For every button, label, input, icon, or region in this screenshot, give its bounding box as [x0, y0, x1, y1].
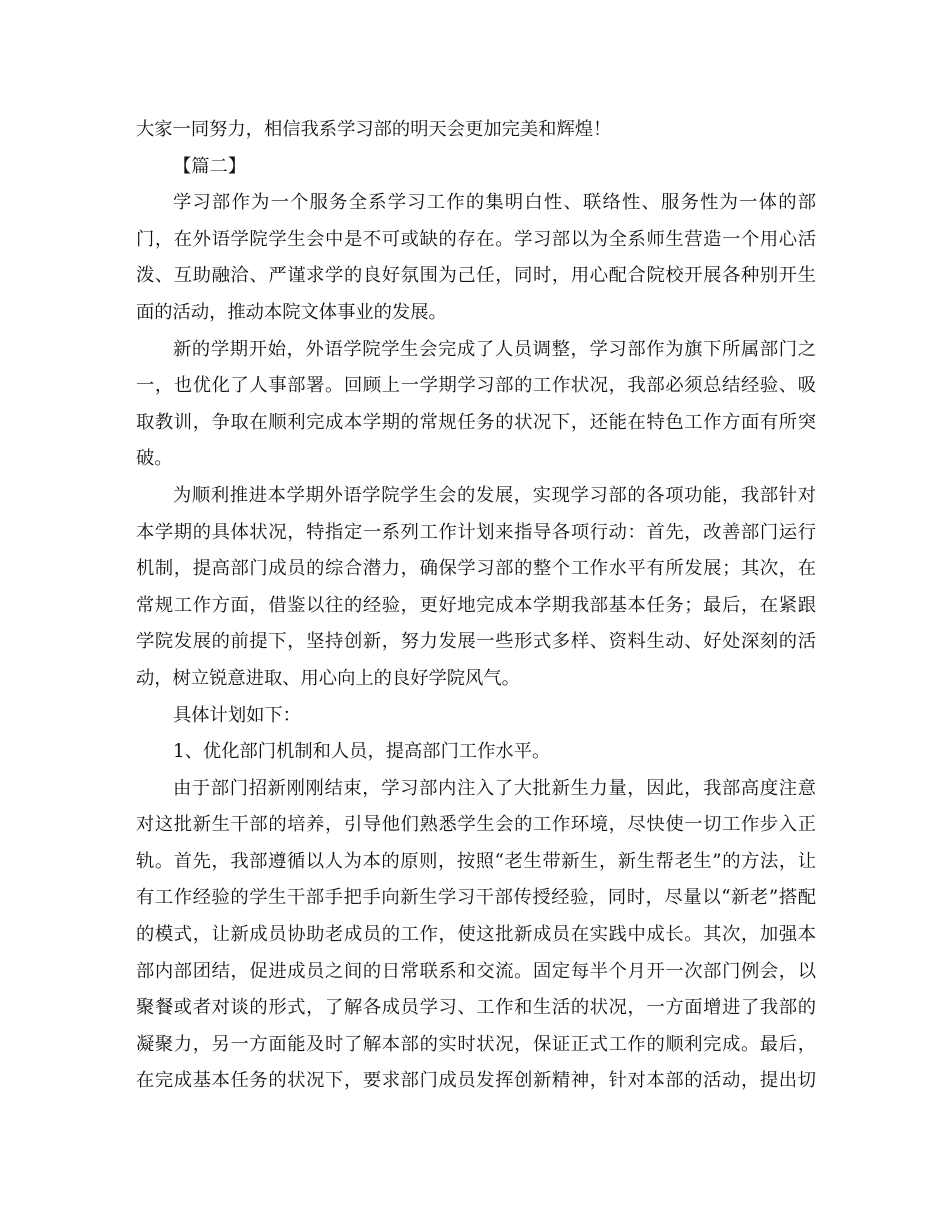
- text-line: 【篇二】: [173, 155, 247, 177]
- text-line: 为顺利推进本学期外语学院学生会的发展，实现学习部的各项功能，我部针对: [173, 484, 816, 506]
- text-line: 由于部门招新刚刚结束，学习部内注入了大批新生力量，因此，我部高度注意: [173, 777, 816, 799]
- text-line: 动，树立锐意进取、用心向上的良好学院风气。: [136, 667, 520, 689]
- text-line: 一，也优化了人事部署。回顾上一学期学习部的工作状况，我部必须总结经验、吸: [136, 375, 816, 397]
- text-line: 取教训，争取在顺利完成本学期的常规任务的状况下，还能在特色工作方面有所突: [136, 411, 816, 433]
- text-line: 的模式，让新成员协助老成员的工作，使这批新成员在实践中成长。其次，加强本: [136, 924, 816, 946]
- text-line: 本学期的具体状况，特指定一系列工作计划来指导各项行动：首先，改善部门运行: [136, 521, 816, 543]
- text-line: 轨。首先，我部遵循以人为本的原则，按照“老生带新生，新生帮老生”的方法，让: [136, 850, 816, 872]
- text-line: 聚餐或者对谈的形式，了解各成员学习、工作和生活的状况，一方面增进了我部的: [136, 997, 816, 1019]
- text-line: 在完成基本任务的状况下，要求部门成员发挥创新精神，针对本部的活动，提出切: [136, 1070, 816, 1092]
- text-line: 学院发展的前提下，坚持创新，努力发展一些形式多样、资料生动、好处深刻的活: [136, 631, 816, 653]
- text-line: 部内部团结，促进成员之间的日常联系和交流。固定每半个月开一次部门例会，以: [136, 960, 816, 982]
- text-line: 学习部作为一个服务全系学习工作的集明白性、联络性、服务性为一体的部: [173, 192, 816, 214]
- text-line: 大家一同努力，相信我系学习部的明天会更加完美和辉煌！: [136, 119, 612, 140]
- text-line: 1、优化部门机制和人员，提高部门工作水平。: [173, 741, 551, 763]
- text-line: 具体计划如下：: [173, 704, 301, 726]
- text-line: 门，在外语学院学生会中是不可或缺的存在。学习部以为全系师生营造一个用心活: [136, 228, 816, 250]
- text-line: 机制，提高部门成员的综合潜力，确保学习部的整个工作水平有所发展；其次，在: [136, 558, 816, 580]
- text-line: 泼、互助融洽、严谨求学的良好氛围为己任，同时，用心配合院校开展各种别开生: [136, 265, 816, 287]
- text-line: 常规工作方面，借鉴以往的经验，更好地完成本学期我部基本任务；最后，在紧跟: [136, 594, 816, 616]
- text-line: 对这批新生干部的培养，引导他们熟悉学生会的工作环境，尽快使一切工作步入正: [136, 814, 816, 836]
- text-line: 新的学期开始，外语学院学生会完成了人员调整，学习部作为旗下所属部门之: [173, 338, 816, 360]
- text-line: 有工作经验的学生干部手把手向新生学习干部传授经验，同时，尽量以“新老”搭配: [136, 887, 816, 909]
- text-line: 凝聚力，另一方面能及时了解本部的实时状况，保证正式工作的顺利完成。最后，: [136, 1033, 816, 1055]
- text-line: 面的活动，推动本院文体事业的发展。: [136, 301, 447, 323]
- document-body: [136, 112, 816, 1100]
- text-line: 破。: [136, 448, 173, 470]
